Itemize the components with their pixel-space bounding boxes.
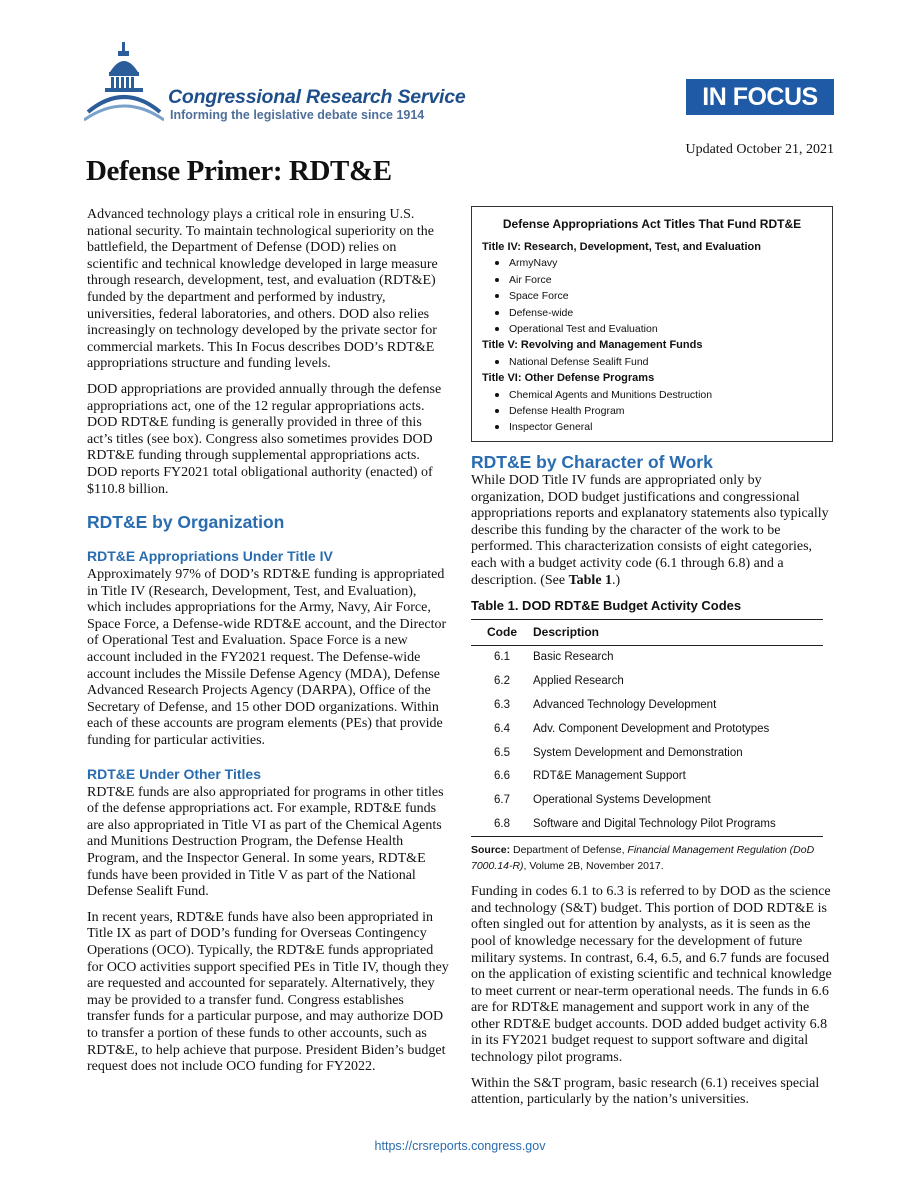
page-title: Defense Primer: RDT&E <box>86 155 392 187</box>
left-column <box>87 207 449 1085</box>
table-row <box>471 765 823 789</box>
appropriations-paragraph: DOD appropriations are provided annually through the defense appropriations act, one of the 12 regular appropriations acts. DOD RDT&E funding is generally provided in three of this act’s titles (see box). Congress also sometimes provides DOD RDT&E funding through supplemental appropriations acts. DOD reports FY2021 total obligational authority (enacted) of $110.8 billion. <box>87 381 442 497</box>
box-list-title-v <box>482 354 822 370</box>
in-focus-badge: IN FOCUS <box>686 79 834 115</box>
source-text-a: Department of Defense, <box>513 844 625 857</box>
basic-research-paragraph: Within the S&T program, basic research (6.1) receives special attention, particularly by the nation’s universities. <box>471 1075 820 1108</box>
right-column <box>471 452 835 1118</box>
list-item: Space Force <box>482 288 822 304</box>
code-cell: 6.8 <box>471 812 533 836</box>
description-cell: Operational Systems Development <box>533 794 711 807</box>
character-paragraph <box>471 473 835 589</box>
box-title-v: Title V: Revolving and Management Funds <box>482 339 703 352</box>
intro-paragraph: Advanced technology plays a critical role in ensuring U.S. national security. To maintain technological superiority on the battlefield, the Department of Defense (DOD) relies on scientific and technical knowledge developed in large measure through research, development, test, and evaluation (RDT&E) funded by the department and performed by industry, universities, federal laboratories, and others. DOD also relies increasingly on technology developed by the private sector for commercial markets. This In Focus describes DOD’s RDT&E appropriations structure and funding levels. <box>87 207 438 372</box>
table-reference-link[interactable]: Table 1 <box>568 572 613 588</box>
box-title-vi: Title VI: Other Defense Programs <box>482 372 655 385</box>
list-item: ArmyNavy <box>482 255 822 271</box>
oco-paragraph: In recent years, RDT&E funds have also been appropriated in Title IX as part of DOD’s funding for Overseas Contingency Operations (OCO). Typically, the RDT&E funds appropriated for OCO activities support specified PEs in Title IV, though they are requested and accounted for separately. Alternatively, they may be provided to a transfer fund. Congress establishes transfer funds for a particular purpose, and may authorize DOD to transfer a portion of these funds to other accounts, such as RDT&E, to help achieve that purpose. President Biden’s budget request does not include OCO funding for FY2022. <box>87 909 449 1075</box>
list-item: Operational Test and Evaluation <box>482 321 822 337</box>
list-item: Defense-wide <box>482 305 822 321</box>
table-row <box>471 789 823 813</box>
table-row <box>471 741 823 765</box>
code-cell: 6.2 <box>494 675 510 688</box>
source-text-b: , Volume 2B, November 2017. <box>523 860 664 873</box>
other-titles-paragraph: RDT&E funds are also appropriated for programs in other titles of the defense appropriations act. For example, RDT&E funds are also appropriated in Title VI as part of the Chemical Agents and Munitions Destruction Program, the Defense Health Program, and the Inspector General. In some years, RDT&E funds have been provided in Title V as part of the National Defense Sealift Fund. <box>87 784 444 900</box>
capitol-dome-logo-icon <box>84 42 164 124</box>
budget-activity-table <box>471 619 823 837</box>
code-cell: 6.4 <box>494 722 510 735</box>
list-item: Chemical Agents and Munitions Destruction <box>482 387 822 403</box>
list-item: National Defense Sealift Fund <box>482 354 822 370</box>
table-row <box>471 717 823 741</box>
column-header-code: Code <box>471 619 533 645</box>
description-cell: Adv. Component Development and Prototypes <box>533 722 770 735</box>
list-item: Air Force <box>482 272 822 288</box>
table-source <box>471 842 835 874</box>
box-heading: Defense Appropriations Act Titles That Fund RDT&E <box>502 217 802 231</box>
code-cell: 6.6 <box>494 770 510 783</box>
box-list-title-vi <box>482 387 822 436</box>
section-heading-character: RDT&E by Character of Work <box>471 452 713 472</box>
table-caption: Table 1. DOD RDT&E Budget Activity Codes <box>471 598 742 614</box>
code-cell: 6.1 <box>494 651 510 664</box>
table-row <box>471 812 823 836</box>
st-budget-paragraph: Funding in codes 6.1 to 6.3 is referred to by DOD as the science and technology (S&T) budget. This portion of DOD RDT&E is often singled out for attention by analysts, as it is seen as the pool of knowledge necessary for the development of future military systems. In contrast, 6.4, 6.5, and 6.7 funds are focused on the application of existing scientific and technical knowledge to meet current or near-term operational needs. The funds in 6.6 are for RDT&E management and support work in any of the other RDT&E budget accounts. DOD added budget activity 6.8 in its FY2021 budget request to support software and digital technology pilot programs. <box>471 884 832 1066</box>
code-cell: 6.5 <box>494 746 510 759</box>
code-cell: 6.3 <box>494 698 510 711</box>
description-cell: System Development and Demonstration <box>533 746 743 759</box>
table-row <box>471 645 823 669</box>
description-cell: Basic Research <box>533 651 614 664</box>
org-name: Congressional Research Service <box>168 86 466 108</box>
source-publication: Financial Management Regulation (DoD 7000.14-R) <box>471 844 815 873</box>
org-tagline: Informing the legislative debate since 1914 <box>170 108 425 122</box>
box-list-title-iv <box>482 255 822 337</box>
table-row <box>471 670 823 694</box>
table-row <box>471 693 823 717</box>
source-label: Source: <box>471 844 511 857</box>
title-iv-paragraph: Approximately 97% of DOD’s RDT&E funding is appropriated in Title IV (Research, Development, Test, and Evaluation), which includes appropriations for the Army, Navy, Air Force, Space Force, a Defense-wide RDT&E account, and the Director of Operational Test and Evaluation. Space Force is a new account included in the FY2021 request. The Defense-wide account includes the Missile Defense Agency (MDA), Defense Advanced Research Projects Agency (DARPA), Office of the Secretary of Defense, and 15 other DOD organizations. Within each of these accounts are program elements (PEs) that provide funding for particular activities. <box>87 567 447 749</box>
character-text-b: .) <box>612 572 621 588</box>
updated-date: Updated October 21, 2021 <box>685 142 834 157</box>
description-cell: Advanced Technology Development <box>533 698 717 711</box>
titles-box <box>471 206 833 442</box>
subheading-title-iv: RDT&E Appropriations Under Title IV <box>87 548 333 565</box>
description-cell: Software and Digital Technology Pilot Programs <box>533 812 823 836</box>
footer-link[interactable]: https://crsreports.congress.gov <box>374 1139 546 1153</box>
description-cell: RDT&E Management Support <box>533 770 686 783</box>
code-cell: 6.7 <box>494 794 510 807</box>
box-title-iv: Title IV: Research, Development, Test, and Evaluation <box>482 241 761 253</box>
description-cell: Applied Research <box>533 675 624 688</box>
column-header-description: Description <box>533 619 823 645</box>
section-heading-organization: RDT&E by Organization <box>87 512 285 533</box>
subheading-other-titles: RDT&E Under Other Titles <box>87 765 261 782</box>
character-text-a: While DOD Title IV funds are appropriated only by organization, DOD budget justifications and congressional appropriations reports and explanatory statements also typically describe this funding by the character of the work to be performed. This characterization consists of eight categories, each with a budget activity code (6.1 through 6.8) and a description. (See <box>471 473 829 588</box>
list-item: Defense Health Program <box>482 403 822 419</box>
list-item: Inspector General <box>482 419 822 435</box>
